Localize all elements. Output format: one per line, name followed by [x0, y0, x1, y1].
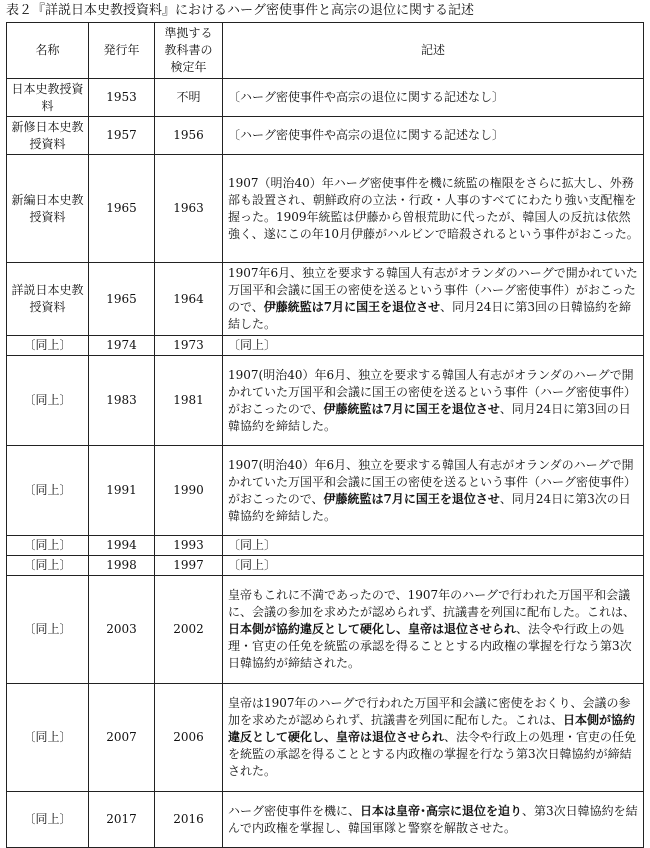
- cell-name: 新修日本史教授資料: [7, 117, 89, 155]
- table-row: [7, 336, 644, 356]
- desc-text: 〔ハーグ密使事件や高宗の退位に関する記述なし〕: [228, 90, 505, 104]
- cell-year: 1953: [89, 79, 155, 117]
- cell-desc: [223, 684, 644, 792]
- cell-cert: 1963: [155, 155, 223, 263]
- table-row: [7, 446, 644, 536]
- cell-cert: 2016: [155, 792, 223, 848]
- cell-cert: 2002: [155, 576, 223, 684]
- cell-desc: [223, 576, 644, 684]
- table-body: [7, 79, 644, 848]
- emphasis-text: 伊藤統監は7月に国王を退位させ: [263, 300, 441, 314]
- cell-cert: 1973: [155, 336, 223, 356]
- cell-desc: [223, 336, 644, 356]
- table-row: [7, 117, 644, 155]
- desc-text: 〔同上〕: [228, 338, 277, 352]
- cell-name: 〔同上〕: [7, 356, 89, 446]
- cell-name: 〔同上〕: [7, 576, 89, 684]
- table-row: [7, 263, 644, 336]
- desc-text: 1907(明治40）年6月、独立を要求する韓国人有志がオランダのハーグで開かれていた万国平和会議に国王の密使を送るという事件（ハーグ密使事件）がおこったので、: [228, 367, 637, 416]
- cell-year: 1957: [89, 117, 155, 155]
- description-table: [6, 22, 644, 848]
- table-row: [7, 356, 644, 446]
- table-row: [7, 536, 644, 556]
- cell-desc: [223, 155, 644, 263]
- cell-year: 2007: [89, 684, 155, 792]
- cell-cert: 不明: [155, 79, 223, 117]
- table-row: [7, 576, 644, 684]
- desc-text: 1907（明治40）年ハーグ密使事件を機に統監の権限をさらに拡大し、外務部も設置され、朝鮮政府の立法・行政・人事のすべてにわたり強い支配権を握った。1909年統監は伊藤から曽根荒助に代ったが、韓国人の反抗は依然強く、遂にこの年10月伊藤がハルビンで暗殺されるという事件がおこった。: [228, 175, 639, 241]
- header-cert: 準拠する教科書の検定年: [155, 23, 223, 79]
- cell-cert: 1981: [155, 356, 223, 446]
- cell-cert: 1956: [155, 117, 223, 155]
- cell-desc: [223, 117, 644, 155]
- table-caption: 表２『詳説日本史教授資料』におけるハーグ密使事件と高宗の退位に関する記述: [6, 3, 475, 18]
- cell-cert: 2006: [155, 684, 223, 792]
- cell-year: 1994: [89, 536, 155, 556]
- desc-text: 、同月24日に第3次の日韓協約を締結した。: [228, 491, 631, 523]
- cell-year: 1998: [89, 556, 155, 576]
- desc-text: 〔同上〕: [228, 558, 277, 572]
- emphasis-text: 伊藤統監は7月に国王を退位させ: [323, 491, 500, 506]
- cell-desc: [223, 556, 644, 576]
- cell-year: 1965: [89, 263, 155, 336]
- desc-text: 、法令や行政上の処理・官吏の任免を統監の承認を得ることとする内政権の掌握を行なう第3次日韓協約が締結された。: [228, 730, 637, 778]
- table-row: [7, 792, 644, 848]
- emphasis-text: 日本は皇帝･高宗に退位を迫り: [360, 803, 523, 818]
- cell-year: 1983: [89, 356, 155, 446]
- cell-name: 〔同上〕: [7, 336, 89, 356]
- cell-name: 新編日本史教授資料: [7, 155, 89, 263]
- table-row: [7, 155, 644, 263]
- cell-name: 〔同上〕: [7, 684, 89, 792]
- cell-year: 2017: [89, 792, 155, 848]
- cell-year: 1965: [89, 155, 155, 263]
- cell-desc: [223, 446, 644, 536]
- header-name: 名称: [7, 23, 89, 79]
- emphasis-text: 日本側が協約違反として硬化し、皇帝は退位させられ: [228, 622, 517, 636]
- desc-text: 〔同上〕: [228, 538, 277, 552]
- cell-cert: 1990: [155, 446, 223, 536]
- cell-name: 詳説日本史教授資料: [7, 263, 89, 336]
- cell-desc: [223, 536, 644, 556]
- cell-name: 〔同上〕: [7, 536, 89, 556]
- desc-text: 、法令や行政上の処理・官吏の任免を統監の承認を得ることとする内政権の掌握を行なう第3次日韓協約が締結された。: [228, 622, 632, 670]
- table-row: [7, 556, 644, 576]
- cell-desc: [223, 356, 644, 446]
- header-row: [7, 23, 644, 79]
- desc-text: 、同月24日に第3回の日韓協約を締結した。: [228, 401, 631, 433]
- desc-text: 〔ハーグ密使事件や高宗の退位に関する記述なし〕: [228, 128, 505, 142]
- emphasis-text: 日本側が協約違反として硬化し、皇帝は退位させられ: [228, 713, 636, 744]
- cell-name: 〔同上〕: [7, 792, 89, 848]
- header-year: 発行年: [89, 23, 155, 79]
- cell-name: 〔同上〕: [7, 556, 89, 576]
- emphasis-text: 伊藤統監は7月に国王を退位させ: [323, 401, 500, 416]
- table-row: [7, 684, 644, 792]
- table-row: [7, 79, 644, 117]
- header-desc: 記述: [223, 23, 644, 79]
- cell-desc: [223, 79, 644, 117]
- cell-cert: 1993: [155, 536, 223, 556]
- cell-cert: 1964: [155, 263, 223, 336]
- desc-text: 皇帝は1907年のハーグで行われた万国平和会議に密使をおくり、会議の参加を求めたが認められず、抗議書を列国に配布した。これは、: [228, 696, 631, 727]
- cell-year: 2003: [89, 576, 155, 684]
- desc-text: 1907年6月、独立を要求する韓国人有志がオランダのハーグで開かれていた万国平和会議に国王の密使を送るという事件（ハーグ密使事件）がおこったので、: [228, 266, 638, 314]
- cell-desc: [223, 263, 644, 336]
- cell-year: 1974: [89, 336, 155, 356]
- desc-text: 1907(明治40）年6月、独立を要求する韓国人有志がオランダのハーグで開かれていた万国平和会議に国王の密使を送るという事件（ハーグ密使事件）がおこったので、: [228, 457, 637, 506]
- desc-text: 、同月24日に第3回の日韓協約を締結した。: [228, 300, 632, 331]
- cell-name: 〔同上〕: [7, 446, 89, 536]
- cell-desc: [223, 792, 644, 848]
- cell-name: 日本史教授資料: [7, 79, 89, 117]
- desc-text: 皇帝もこれに不満であったので、1907年のハーグで行われた万国平和会議に、会議の参加を求めたが認められず、抗議書を列国に配布した。これは、: [228, 588, 636, 619]
- desc-text: 、第3次日韓協約を結んで内政権を掌握し、韓国軍隊と警察を解散させた。: [228, 803, 638, 835]
- cell-cert: 1997: [155, 556, 223, 576]
- desc-text: ハーグ密使事件を機に、: [228, 803, 361, 818]
- cell-year: 1991: [89, 446, 155, 536]
